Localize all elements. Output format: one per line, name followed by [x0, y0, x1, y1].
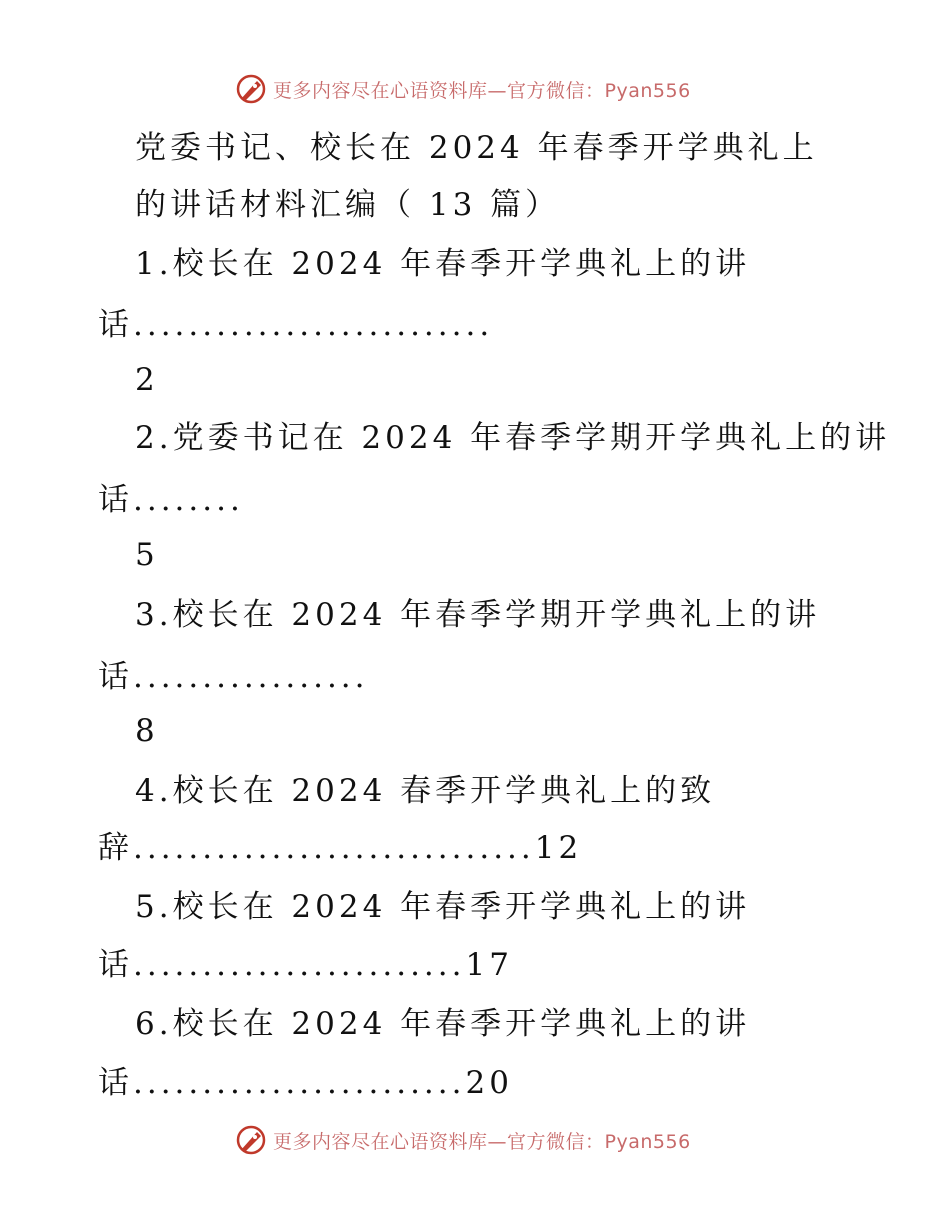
toc-entry-1-leader: 话.......................... — [98, 307, 494, 343]
header-watermark — [235, 72, 691, 106]
toc-entry-2-title: 2.党委书记在 2024 年春季学期开学典礼上的讲 — [135, 420, 891, 456]
footer-watermark — [235, 1123, 691, 1157]
toc-entry-6-title: 6.校长在 2024 年春季开学典礼上的讲 — [135, 1006, 751, 1042]
toc-entry-3-page: 8 — [135, 713, 159, 749]
toc-entry-4-title: 4.校长在 2024 春季开学典礼上的致 — [135, 773, 716, 809]
pen-logo-icon — [235, 73, 267, 105]
toc-entry-4-leader: 辞.............................12 — [98, 830, 583, 866]
toc-entry-1-title: 1.校长在 2024 年春季开学典礼上的讲 — [135, 246, 751, 282]
toc-entry-6-leader: 话........................20 — [98, 1065, 513, 1101]
pen-logo-icon — [235, 1124, 267, 1156]
toc-entry-5-title: 5.校长在 2024 年春季开学典礼上的讲 — [135, 889, 751, 925]
document-title-line-1: 党委书记、校长在 2024 年春季开学典礼上 — [135, 130, 818, 166]
toc-entry-1-page: 2 — [135, 362, 159, 398]
toc-entry-2-leader: 话........ — [98, 482, 244, 518]
watermark-text: 更多内容尽在心语资料库—官方微信：Pyan556 — [273, 1130, 691, 1153]
toc-entry-2-page: 5 — [135, 537, 159, 573]
document-title-line-2: 的讲话材料汇编（ 13 篇） — [135, 187, 561, 223]
toc-entry-3-title: 3.校长在 2024 年春季学期开学典礼上的讲 — [135, 597, 821, 633]
toc-entry-5-leader: 话........................17 — [98, 947, 513, 983]
toc-entry-3-leader: 话................. — [98, 659, 369, 695]
watermark-text: 更多内容尽在心语资料库—官方微信：Pyan556 — [273, 79, 691, 102]
